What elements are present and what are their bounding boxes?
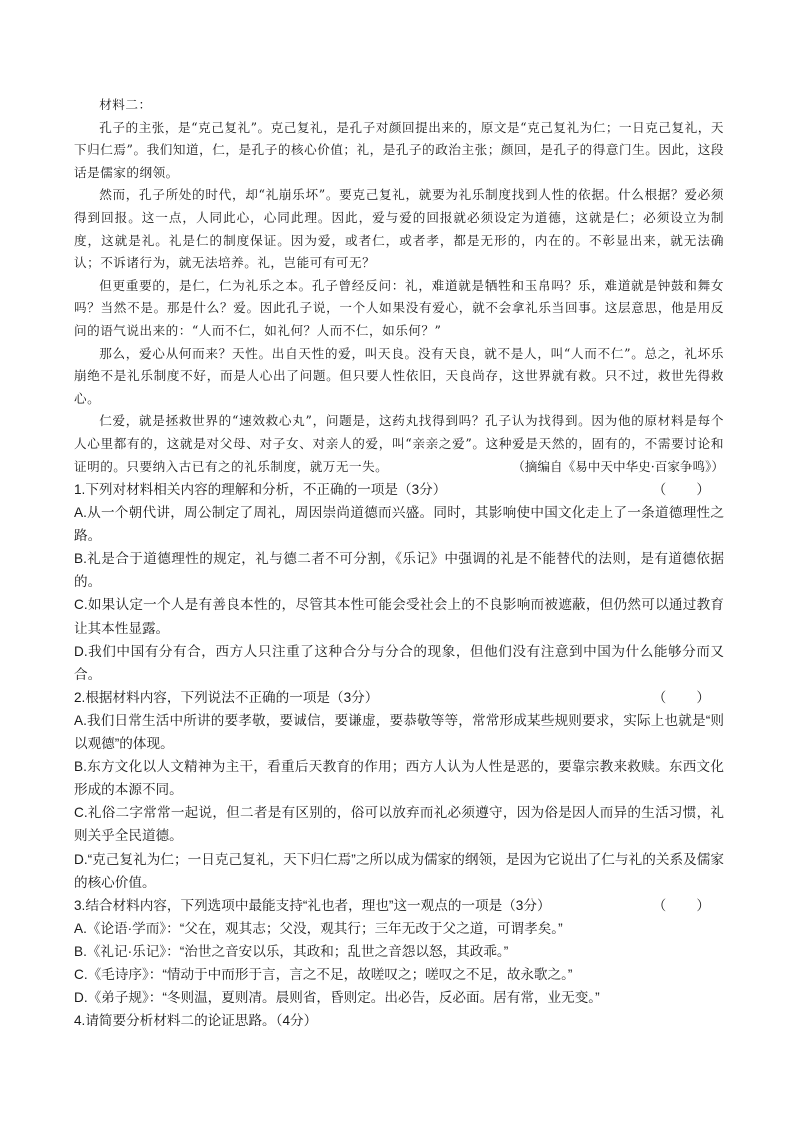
answer-bracket: （ ） bbox=[652, 897, 710, 913]
question-2-option-b: B.东方文化以人文精神为主干，看重后天教育的作用；西方人认为人性是恶的，要靠宗教来救赎。东西文化形成的本源不同。 bbox=[74, 759, 724, 798]
questions bbox=[74, 478, 724, 1032]
question-1-option-b: B.礼是合于道德理性的规定，礼与德二者不可分割，《乐记》中强调的礼是不能替代的法则，是有道德依据的。 bbox=[74, 551, 724, 590]
question-3-stem bbox=[74, 894, 724, 917]
material-source: （摘编自《易中天中华史·百家争鸣》） bbox=[512, 459, 724, 474]
question-3-option-a: A.《论语·学而》：“父在，观其志；父没，观其行；三年无改于父之道，可谓孝矣。” bbox=[74, 920, 563, 936]
material-title: 材料二： bbox=[99, 97, 152, 112]
material-paragraph-1: 孔子的主张，是“克己复礼”。克己复礼，是孔子对颜回提出来的，原文是“克己复礼为仁；一日克己复礼，天下归仁焉”。我们知道，仁，是孔子的核心价值；礼，是孔子的政治主张；颜回，是孔子的得意门生。因此，这段话是儒家的纲领。 bbox=[74, 119, 724, 180]
question-3-text: 3.结合材料内容，下列选项中最能支持“礼也者，理也”这一观点的一项是（3分） bbox=[74, 897, 551, 913]
question-4-stem: 4.请简要分析材料二的论证思路。（4分） bbox=[74, 1013, 318, 1029]
question-2-option-a: A.我们日常生活中所讲的要孝敬，要诚信，要谦虚，要恭敬等等，常常形成某些规则要求，实际上也就是“则以观德”的体现。 bbox=[74, 712, 724, 752]
material-two bbox=[74, 94, 724, 478]
question-1-option-a: A.从一个朝代讲，周公制定了周礼，周因崇尚道德而兴盛。同时，其影响使中国文化走上了一条道德理性之路。 bbox=[74, 505, 724, 544]
question-1-text: 1.下列对材料相关内容的理解和分析，不正确的一项是（3分） bbox=[74, 482, 447, 497]
material-paragraph-3: 但更重要的，是仁，仁为礼乐之本。孔子曾经反问：礼，难道就是牺牲和玉帛吗？乐，难道就是钟鼓和舞女吗？当然不是。那是什么？爱。因此孔子说，一个人如果没有爱心，就不会拿礼乐当回事。这层意思，他是用反问的语气说出来的：“人而不仁，如礼何？人而不仁，如乐何？” bbox=[74, 277, 724, 338]
question-3-option-c: C.《毛诗序》：“情动于中而形于言，言之不足，故嗟叹之；嗟叹之不足，故永歌之。” bbox=[74, 966, 573, 982]
question-1-stem bbox=[74, 478, 724, 501]
material-paragraph-4: 那么，爱心从何而来？天性。出自天性的爱，叫天良。没有天良，就不是人，叫“人而不仁”。总之，礼坏乐崩绝不是礼乐制度不好，而是人心出了问题。但只要人性依旧，天良尚存，这世界就有救。只不过，救世先得救心。 bbox=[74, 345, 724, 406]
question-2-option-c: C.礼俗二字常常一起说，但二者是有区别的，俗可以放弃而礼必须遵守，因为俗是因人而异的生活习惯，礼则关乎全民道德。 bbox=[74, 805, 724, 844]
answer-bracket: （ ） bbox=[652, 482, 710, 497]
question-1-option-d: D.我们中国有分有合，西方人只注重了这种合分与分合的现象，但他们没有注意到中国为什么能够分而又合。 bbox=[74, 643, 724, 682]
question-2-text: 2.根据材料内容，下列说法不正确的一项是（3分） bbox=[74, 689, 379, 705]
question-1-option-c: C.如果认定一个人是有善良本性的，尽管其本性可能会受社会上的不良影响而被遮蔽，但仍然可以通过教育让其本性显露。 bbox=[74, 597, 724, 636]
question-3-option-d: D.《弟子规》：“冬则温，夏则凊。晨则省，昏则定。出必告，反必面。居有常，业无变。” bbox=[74, 990, 600, 1006]
question-2-stem bbox=[74, 686, 724, 709]
question-3-option-b: B.《礼记·乐记》：“治世之音安以乐，其政和；乱世之音怨以怒，其政乖。” bbox=[74, 943, 509, 959]
material-paragraph-2: 然而，孔子所处的时代，却“礼崩乐坏”。要克己复礼，就要为礼乐制度找到人性的依据。什么根据？爱必须得到回报。这一点，人同此心，心同此理。因此，爱与爱的回报就必须设定为道德，这就是仁；必须设立为制度，这就是礼。礼是仁的制度保证。因为爱，或者仁，或者孝，都是无形的，内在的。不彰显出来，就无法确认；不诉诸行为，就无法培养。礼，岂能可有可无？ bbox=[74, 187, 724, 271]
material-paragraph-5: 仁爱，就是拯救世界的“速效救心丸”，问题是，这药丸找得到吗？孔子认为找得到。因为他的原材料是每个人心里都有的，这就是对父母、对子女、对亲人的爱，叫“亲亲之爱”。这种爱是天然的，固有的，不需要讨论和证明的。只要纳入古已有之的礼乐制度，就万无一失。 bbox=[74, 413, 724, 474]
answer-bracket: （ ） bbox=[652, 689, 710, 705]
question-2-option-d: D.“克己复礼为仁；一日克己复礼，天下归仁焉”之所以成为儒家的纲领，是因为它说出了仁与礼的关系及儒家的核心价值。 bbox=[74, 851, 724, 890]
